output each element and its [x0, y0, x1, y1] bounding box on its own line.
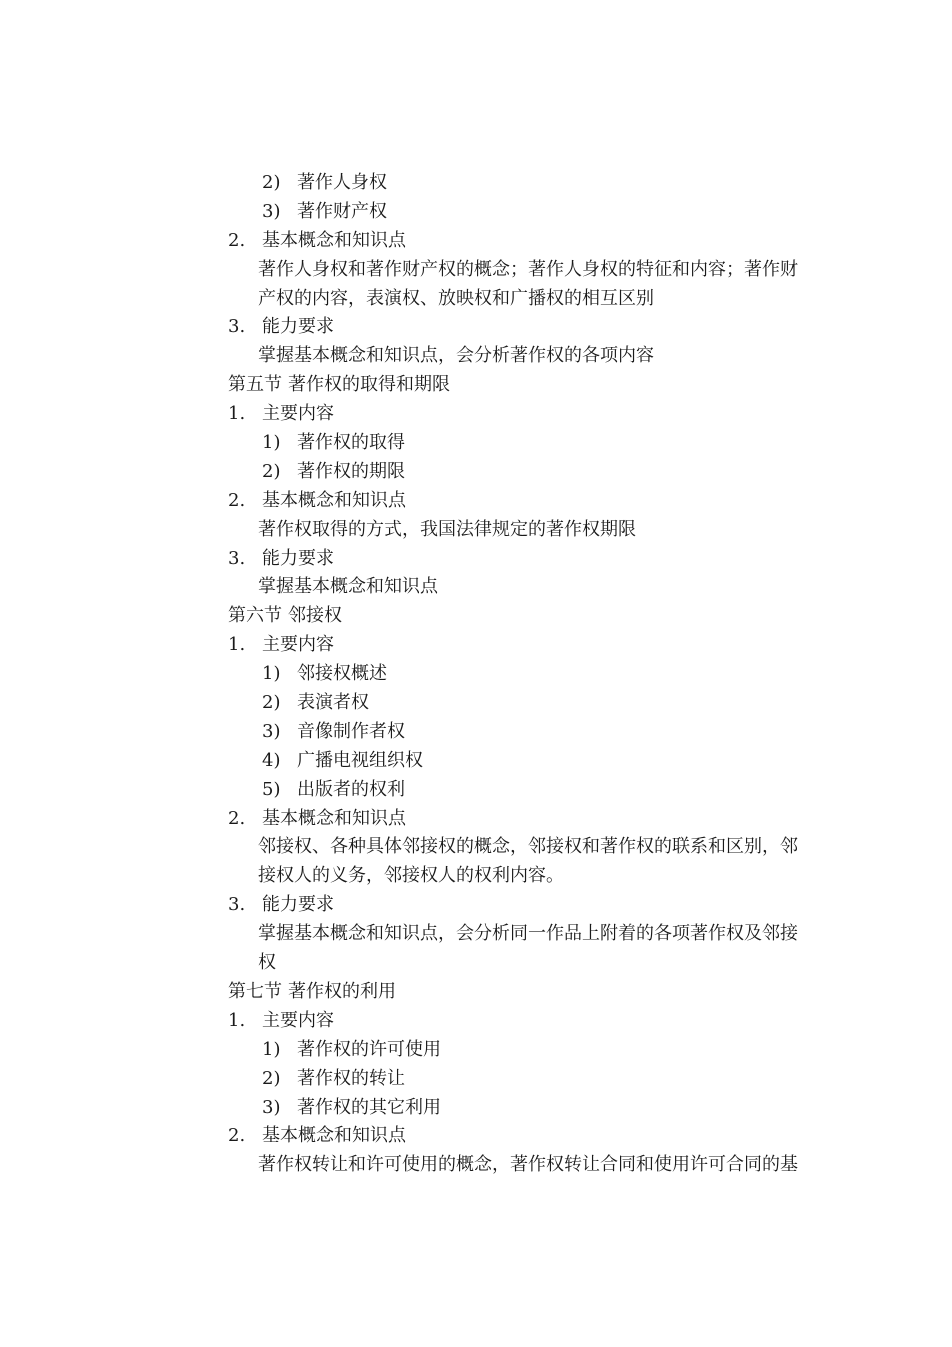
numbered-item: [0, 1007, 952, 1036]
numbered-item: [0, 631, 952, 660]
document-page: [0, 169, 952, 1180]
list-marker: 1.: [228, 634, 246, 656]
list-item-text: 表演者权: [297, 692, 369, 714]
list-item-text: 基本概念和知识点: [262, 807, 406, 829]
list-marker: 2.: [228, 1125, 246, 1147]
list-item-text: 著作财产权: [297, 200, 387, 222]
list-marker: 2.: [228, 489, 246, 511]
section-title: 著作权的取得和期限: [288, 374, 450, 396]
list-item-text: 主要内容: [262, 634, 334, 656]
list-item-text: 音像制作者权: [297, 720, 405, 742]
list-marker: 2): [262, 172, 281, 193]
sub-item: [0, 198, 952, 227]
list-marker: 1.: [228, 1009, 246, 1031]
list-marker: 3.: [228, 894, 246, 916]
sub-item: [0, 660, 952, 689]
list-marker: 4): [262, 749, 281, 771]
list-item-text: 主要内容: [262, 1009, 334, 1031]
section-title: 著作权的利用: [288, 980, 396, 1002]
section-number: 第七节: [228, 980, 282, 1002]
section-title: 邻接权: [288, 605, 342, 627]
list-marker: 5): [262, 778, 281, 800]
numbered-item: [0, 891, 952, 920]
sub-item: [0, 689, 952, 718]
sub-item: [0, 1065, 952, 1094]
list-marker: 1.: [228, 403, 246, 425]
sub-item: [0, 776, 952, 805]
body-text-line: 产权的内容，表演权、放映权和广播权的相互区别: [258, 287, 654, 309]
list-marker: 3.: [228, 547, 246, 569]
body-text-line: 著作人身权和著作财产权的概念；著作人身权的特征和内容；著作财: [258, 258, 798, 280]
list-marker: 3.: [228, 316, 246, 338]
sub-item: [0, 1094, 952, 1123]
list-marker: 2): [262, 692, 281, 714]
list-marker: 1): [262, 663, 281, 685]
numbered-item: [0, 805, 952, 834]
list-item-text: 著作权的许可使用: [297, 1038, 441, 1060]
list-item-text: 能力要求: [262, 894, 334, 916]
sub-item: [0, 1036, 952, 1065]
body-text-line: 掌握基本概念和知识点，会分析同一作品上附着的各项著作权及邻接: [258, 923, 798, 945]
list-marker: 2.: [228, 229, 246, 251]
sub-item: [0, 169, 952, 198]
section-number: 第五节: [228, 374, 282, 396]
section-heading: [0, 371, 952, 400]
list-item-text: 出版者的权利: [297, 778, 405, 800]
body-text-line: 邻接权、各种具体邻接权的概念，邻接权和著作权的联系和区别，邻: [258, 836, 798, 858]
sub-item: [0, 747, 952, 776]
section-heading: [0, 978, 952, 1007]
list-marker: 3): [262, 200, 281, 222]
list-item-text: 基本概念和知识点: [262, 489, 406, 511]
section-number: 第六节: [228, 605, 282, 627]
list-item-text: 邻接权概述: [297, 663, 387, 685]
list-item-text: 广播电视组织权: [297, 749, 423, 771]
sub-item: [0, 718, 952, 747]
list-item-text: 著作权的其它利用: [297, 1096, 441, 1118]
list-item-text: 主要内容: [262, 403, 334, 425]
sub-item: [0, 429, 952, 458]
list-item-text: 基本概念和知识点: [262, 1125, 406, 1147]
list-marker: 2): [262, 1067, 281, 1089]
list-item-text: 能力要求: [262, 547, 334, 569]
body-text-line: 权: [258, 952, 276, 974]
numbered-item: [0, 313, 952, 342]
section-heading: [0, 602, 952, 631]
numbered-item: [0, 400, 952, 429]
list-marker: 3): [262, 1096, 281, 1118]
list-item-text: 著作权的期限: [297, 460, 405, 482]
list-item-text: 著作人身权: [297, 172, 387, 193]
list-item-text: 著作权的取得: [297, 432, 405, 454]
body-text-line: 著作权转让和许可使用的概念，著作权转让合同和使用许可合同的基: [258, 1154, 798, 1176]
body-text-line: 掌握基本概念和知识点，会分析著作权的各项内容: [258, 345, 654, 367]
numbered-item: [0, 545, 952, 574]
list-item-text: 基本概念和知识点: [262, 229, 406, 251]
body-text-line: 掌握基本概念和知识点: [258, 576, 438, 598]
list-marker: 1): [262, 1038, 281, 1060]
list-item-text: 能力要求: [262, 316, 334, 338]
body-text-line: 接权人的义务，邻接权人的权利内容。: [258, 865, 564, 887]
list-item-text: 著作权的转让: [297, 1067, 405, 1089]
list-marker: 2.: [228, 807, 246, 829]
body-text-line: 著作权取得的方式，我国法律规定的著作权期限: [258, 518, 636, 540]
list-marker: 2): [262, 460, 281, 482]
numbered-item: [0, 227, 952, 256]
list-marker: 1): [262, 432, 281, 454]
list-marker: 3): [262, 720, 281, 742]
numbered-item: [0, 1122, 952, 1151]
numbered-item: [0, 487, 952, 516]
sub-item: [0, 458, 952, 487]
